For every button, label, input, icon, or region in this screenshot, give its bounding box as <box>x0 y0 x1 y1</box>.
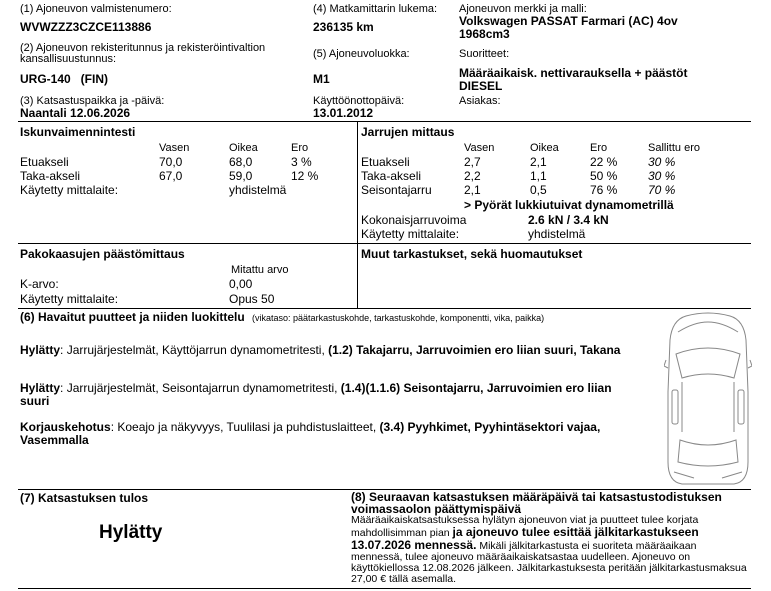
divider-mid <box>18 243 751 244</box>
brakes-row-label: Etuakseli <box>361 155 410 169</box>
make-value-line1: Volkswagen PASSAT Farmari (AC) 4ov <box>459 14 678 28</box>
class-value: M1 <box>313 72 330 86</box>
brakes-row-allowed: 30 % <box>648 169 676 183</box>
emissions-measured-header: Mitattu arvo <box>231 264 289 276</box>
defect-level: Hylätty <box>20 343 61 357</box>
shock-row-left: 67,0 <box>159 169 183 183</box>
place-value: Naantali 12.06.2026 <box>20 106 131 120</box>
shock-device-value: yhdistelmä <box>229 183 287 197</box>
emissions-title: Pakokaasujen päästömittaus <box>20 247 185 261</box>
customer-label: Asiakas: <box>459 95 501 107</box>
shock-row-right: 68,0 <box>229 155 253 169</box>
defect-detail: (1.4)(1.1.6) Seisontajarru, Jarruvoimien ero liian suuri <box>20 381 612 409</box>
next-text <box>351 515 749 585</box>
defect-text: Jarrujärjestelmät, Käyttöjarrun dynamometritesti, <box>66 343 329 357</box>
shock-row-diff: 3 % <box>291 155 312 169</box>
intro-value: 13.01.2012 <box>313 106 374 120</box>
vin-label: (1) Ajoneuvon valmistenumero: <box>20 3 172 15</box>
place-label: (3) Katsastuspaikka ja -päivä: <box>20 95 165 107</box>
reg-value: URG-140 (FIN) <box>20 72 109 86</box>
brakes-row-left: 2,7 <box>464 155 481 169</box>
brakes-row-right: 2,1 <box>530 155 547 169</box>
brakes-row-right: 1,1 <box>530 169 547 183</box>
defects-heading <box>20 311 544 324</box>
defects-subtitle: (vikataso: päätarkastuskohde, tarkastuskohde, komponentti, vika, paikka) <box>252 313 545 323</box>
defect-sep: : <box>60 343 67 357</box>
brakes-row-label: Seisontajarru <box>361 183 432 197</box>
result-title: (7) Katsastuksen tulos <box>20 491 149 505</box>
brakes-row-right: 0,5 <box>530 183 547 197</box>
defect-item <box>20 421 650 447</box>
shock-row-left: 70,0 <box>159 155 183 169</box>
shock-row-label: Etuakseli <box>20 155 69 169</box>
divider-defects <box>18 308 751 309</box>
reg-label-line2: kansallisuustunnus: <box>20 53 117 65</box>
brakes-row-diff: 22 % <box>590 155 618 169</box>
brakes-device-label: Käytetty mittalaite: <box>361 227 460 241</box>
reg-label-line1: (2) Ajoneuvon rekisteritunnus ja rekisteröintivaltion <box>20 42 266 54</box>
shock-col-left: Vasen <box>159 142 190 154</box>
divider-top <box>18 121 751 122</box>
brakes-row-diff: 76 % <box>590 183 618 197</box>
next-title: (8) Seuraavan katsastuksen määräpäivä tai katsastustodistuksen voimassaolon päättymispäivä <box>351 490 722 516</box>
defect-sep: : <box>60 381 67 395</box>
shock-row-label: Taka-akseli <box>20 169 81 183</box>
brakes-col-diff: Ero <box>590 142 608 154</box>
odometer-label: (4) Matkamittarin lukema: <box>313 3 438 15</box>
emissions-device-label: Käytetty mittalaite: <box>20 292 119 306</box>
odometer-value: 236135 km <box>313 20 374 34</box>
brakes-title: Jarrujen mittaus <box>361 125 455 139</box>
shock-device-label: Käytetty mittalaite: <box>20 183 119 197</box>
shock-row-right: 59,0 <box>229 169 253 183</box>
shock-col-diff: Ero <box>291 142 309 154</box>
defect-text: Koeajo ja näkyvyys, Tuulilasi ja puhdistuslaitteet, <box>117 420 380 434</box>
class-label: (5) Ajoneuvoluokka: <box>313 48 410 60</box>
brakes-total-label: Kokonaisjarruvoima <box>361 213 467 227</box>
brakes-note: > Pyörät lukkiutuivat dynamometrillä <box>464 198 674 212</box>
brakes-row-allowed: 70 % <box>648 183 676 197</box>
brakes-row-label: Taka-akseli <box>361 169 422 183</box>
make-label: Ajoneuvon merkki ja malli: <box>459 3 587 15</box>
brakes-row-allowed: 30 % <box>648 155 676 169</box>
brakes-row-diff: 50 % <box>590 169 618 183</box>
brakes-col-allowed: Sallittu ero <box>648 142 700 154</box>
brakes-row-left: 2,1 <box>464 183 481 197</box>
emissions-k-value: 0,00 <box>229 277 253 291</box>
next-text-2: Mikäli jälkitarkastusta ei suoriteta määräaikaan mennessä, tulee ajoneuvo määräaikaiskatsastaa uudelleen. Ajoneuvo on käyttökiellossa 12.08.2026 jälkeen. Jälkitarkastuksesta peritään jälkitarkastusmaksua 27,00 € tällä asemalla. <box>351 540 747 586</box>
defect-detail: (3.4) Pyyhkimet, Pyyhintäsektori vajaa, Vasemmalla <box>20 420 601 448</box>
brakes-col-left: Vasen <box>464 142 495 154</box>
defect-level: Hylätty <box>20 381 61 395</box>
emissions-k-label: K-arvo: <box>20 277 59 291</box>
defect-level: Korjauskehotus <box>20 420 111 434</box>
next-text-1: Määräaikaiskatsastuksessa hylätyn ajoneuvon viat ja puutteet tulee korjata mahdollisimman pian <box>351 514 699 540</box>
other-title: Muut tarkastukset, sekä huomautukset <box>361 247 583 261</box>
car-top-view-icon <box>664 312 752 488</box>
next-text-deadline: ja ajoneuvo tulee esittää jälkitarkastukseen 13.07.2026 mennessä. <box>351 525 699 553</box>
shock-title: Iskunvaimennintesti <box>20 125 136 139</box>
brakes-col-right: Oikea <box>530 142 559 154</box>
brakes-device-value: yhdistelmä <box>528 227 586 241</box>
brakes-total-value: 2.6 kN / 3.4 kN <box>528 213 609 227</box>
result-value: Hylätty <box>99 522 163 543</box>
shock-row-diff: 12 % <box>291 169 319 183</box>
defect-detail: (1.2) Takajarru, Jarruvoimien ero liian suuri, Takana <box>328 343 621 357</box>
defect-text: Jarrujärjestelmät, Seisontajarrun dynamometritesti, <box>66 381 341 395</box>
defect-item <box>20 344 640 357</box>
intro-label: Käyttöönottopäivä: <box>313 95 405 107</box>
emissions-device-value: Opus 50 <box>229 292 275 306</box>
performed-label: Suoritteet: <box>459 48 510 60</box>
brakes-row-left: 2,2 <box>464 169 481 183</box>
vin-value: WVWZZZ3CZCE113886 <box>20 20 152 34</box>
defects-title: (6) Havaitut puutteet ja niiden luokittelu <box>20 310 245 324</box>
performed-line1: Määräaikaisk. nettivarauksella + päästöt <box>459 66 688 80</box>
divider-middle <box>357 122 358 308</box>
shock-col-right: Oikea <box>229 142 258 154</box>
defect-sep: : <box>110 420 118 434</box>
divider-bottom <box>18 588 751 589</box>
defect-item <box>20 382 640 408</box>
performed-line2: DIESEL <box>459 79 503 93</box>
make-value-line2: 1968cm3 <box>459 27 510 41</box>
